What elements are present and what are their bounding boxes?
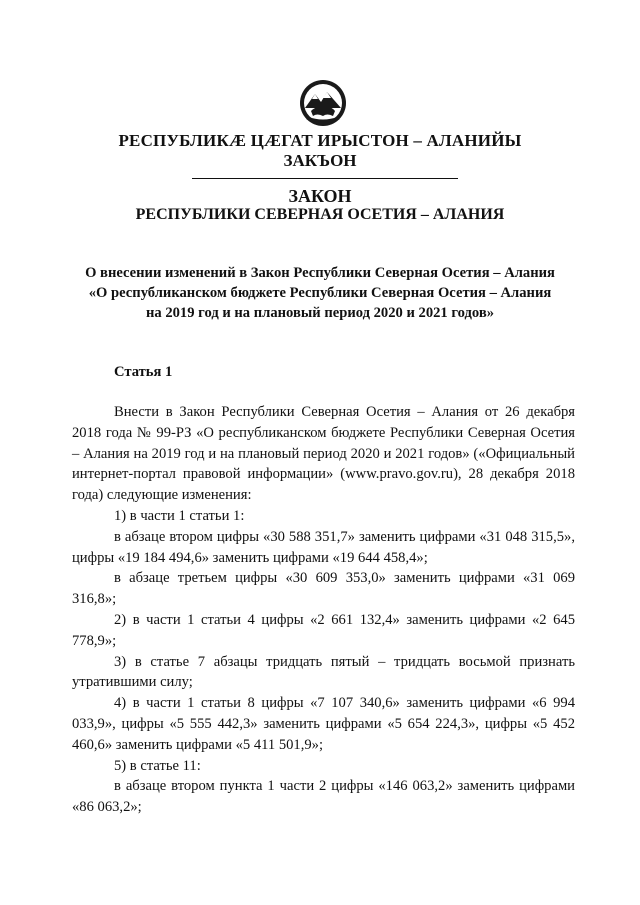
ossetian-republic-heading: РЕСПУБЛИКӔ ЦӔГАТ ИРЫСТОН – АЛАНИЙЫ — [118, 131, 522, 150]
amendment-item-1a: в абзаце втором цифры «30 588 351,7» заменить цифрами «31 048 315,5», цифры «19 184 494,6» заменить цифрами «19 644 458,4»; — [72, 528, 575, 566]
amendment-item-1b: в абзаце третьем цифры «30 609 353,0» заменить цифрами «31 069 316,8»; — [72, 570, 575, 608]
law-title-line-2: «О республиканском бюджете Республики Северная Осетия – Алания — [88, 285, 552, 301]
law-title — [0, 263, 640, 323]
russian-law-heading: ЗАКОН — [288, 186, 352, 206]
ossetian-law-heading: ЗАКЪОН — [283, 151, 357, 170]
amendment-item-4: 4) в части 1 статьи 8 цифры «7 107 340,6» заменить цифрами «6 994 033,9», цифры «5 555 442,3» заменить цифрами «5 654 224,3», цифры «5 452 460,6» заменить цифрами «5 411 501,9»; — [72, 695, 575, 753]
law-title-line-1: О внесении изменений в Закон Республики Северная Осетия – Алания — [85, 265, 555, 281]
north-ossetia-coat-of-arms-icon — [297, 78, 349, 128]
header-divider — [192, 178, 458, 179]
amendment-item-5: 5) в статье 11: — [114, 757, 201, 774]
amendment-item-5a: в абзаце втором пункта 1 части 2 цифры «146 063,2» заменить цифрами «86 063,2»; — [72, 778, 575, 816]
law-title-line-3: на 2019 год и на плановый период 2020 и 2021 годов» — [145, 305, 495, 321]
amendment-item-2: 2) в части 1 статьи 4 цифры «2 661 132,4» заменить цифрами «2 645 778,9»; — [72, 611, 575, 649]
article-heading: Статья 1 — [114, 364, 173, 380]
article-body — [72, 402, 575, 818]
amendment-item-3: 3) в статье 7 абзацы тридцать пятый – тридцать восьмой признать утратившими силу; — [72, 653, 575, 691]
russian-republic-heading: РЕСПУБЛИКИ СЕВЕРНАЯ ОСЕТИЯ – АЛАНИЯ — [135, 206, 505, 223]
amendment-item-1: 1) в части 1 статьи 1: — [114, 507, 245, 524]
article-intro: Внести в Закон Республики Северная Осетия – Алания от 26 декабря 2018 года № 99-РЗ «О республиканском бюджете Республики Северная Осетия – Алания на 2019 год и на плановый период 2020 и 2021 годов» («Официальный интернет-портал правовой информации» (www.pravo.gov.ru), 28 декабря 2018 года) следующие изменения: — [72, 404, 575, 504]
